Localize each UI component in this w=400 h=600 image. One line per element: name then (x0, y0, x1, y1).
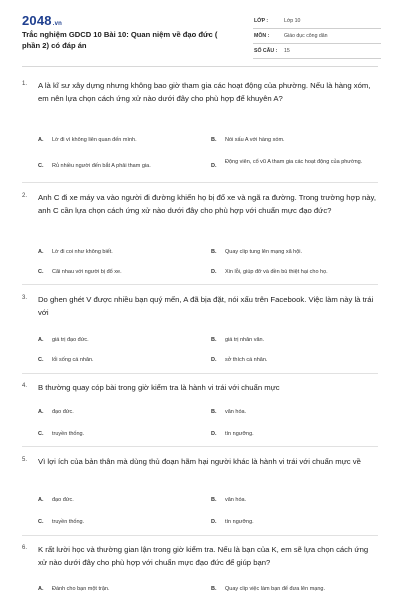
question-text: Do ghen ghét V được nhiều bạn quý mến, A đã bịa đặt, nói xấu trên Facebook. Việc làm này là trái với (38, 295, 374, 317)
question-text: Anh C đi xe máy va vào người đi đường khiến họ bị đổ xe và ngã ra đường. Trong trường hợp này, anh C cần lựa chọn cách ứng xử nào dưới đây cho phù hợp với chuẩn mực đạo đức? (38, 193, 376, 215)
question-number: 1. (22, 81, 28, 87)
meta-question-count (253, 44, 381, 59)
meta-label: MÔN : (254, 33, 270, 39)
header-divider (22, 66, 378, 67)
question-number: 2. (22, 193, 28, 199)
meta-class (253, 14, 381, 29)
meta-subject (253, 29, 381, 44)
question-number: 4. (22, 383, 28, 389)
meta-label: LỚP : (254, 18, 269, 24)
question-text: K rất lười học và thường gian lận trong giờ kiểm tra. Nếu là bạn của K, em sẽ lựa chọn cách ứng xử nào dưới đây cho phù hợp với chuẩn mực đạo đức để giúp bạn? (38, 545, 369, 567)
site-logo[interactable]: 2048.vn (22, 13, 63, 28)
question-text: A là kĩ sư xây dựng nhưng không bao giờ tham gia các hoạt động của phường. Nếu là hàng xóm, em nên lựa chọn cách ứng xử nào dưới đây cho phù hợp để khuyên A? (38, 81, 371, 103)
question-text: B thường quay cóp bài trong giờ kiểm tra là hành vi trái với chuẩn mực (38, 383, 280, 392)
meta-value: Lớp 10 (284, 18, 301, 24)
question-number: 3. (22, 295, 28, 301)
page-header (0, 0, 400, 66)
question-text: Vì lợi ích của bản thân mà dùng thủ đoạn hãm hại người khác là hành vi trái với chuẩn mực về (38, 457, 361, 466)
meta-value: Giáo dục công dân (284, 33, 328, 39)
question-divider (22, 535, 378, 536)
question-divider (22, 284, 378, 285)
worksheet-page: 2048.vn Trắc nghiệm GDCD 10 Bài 10: Quan niệm về đạo đức ( phần 2) có đáp án LỚP : Lớp 10 MÔN : Giáo dục công dân SỐ CÂU : 15 1. A là kĩ sư xây dựng nhưng không bao giờ tham gia các hoạt động của phường. Nếu là hàng xóm, em nên lựa chọn cách ứng xử nào dưới đây cho phù hợp để khuyên A? A. Lờ đi vì không liên quan đến mình. B. Nói xấu A với hàng xóm. C. Rủ nhiều người đến bắt A phải tham gia. D. Động viên, cổ vũ A tham gia các hoạt động của phường. 2. Anh C đi xe máy va vào người đi đường khiến họ bị đổ xe và ngã ra đường. Trong trường hợp này, anh C cần lựa chọn cách ứng xử nào dưới đây cho phù hợp với chuẩn mực đạo đức? A. Lờ đi coi như không biết. B. Quay clip tung lên mạng xã hội. C. Cãi nhau với người bị đổ xe. D. Xin lỗi, giúp đỡ và đền bù thiệt hại cho họ. 3. Do ghen ghét V được nhiều bạn quý mến, A đã bịa đặt, nói xấu trên Facebook. Việc làm này là trái với A. giá trị đạo đức. B. giá trị nhân văn. C. lối sống cá nhân. D. sở thích cá nhân. 4. B thường quay cóp bài trong giờ kiểm tra là hành vi trái với chuẩn mực A. đạo đức. B. văn hóa. C. truyền thống. D. tín ngưỡng. 5. Vì lợi ích của bản thân mà dùng thủ đoạn hãm hại người khác là hành vi trái với chuẩn mực về A. đạo đức. B. văn hóa. C. truyền thống. D. tín ngưỡng. 6. K rất lười học và thường gian lận trong giờ kiểm tra. Nếu là bạn của K, em sẽ lựa chọn cách ứng xử nào dưới đây cho phù hợp với chuẩn mực đạo đức để giúp bạn? A. Đánh cho bạn một trận. B. Quay clip việc làm bạn để đưa lên mạng. (0, 0, 400, 600)
question-number: 5. (22, 457, 28, 463)
question-divider (22, 373, 378, 374)
question-number: 6. (22, 545, 28, 551)
meta-value: 15 (284, 48, 290, 54)
question-divider (22, 182, 378, 183)
question-divider (22, 446, 378, 447)
worksheet-title: Trắc nghiệm GDCD 10 Bài 10: Quan niệm về đạo đức ( phần 2) có đáp án (22, 30, 218, 50)
meta-label: SỐ CÂU : (254, 48, 278, 54)
worksheet-meta (253, 14, 381, 59)
